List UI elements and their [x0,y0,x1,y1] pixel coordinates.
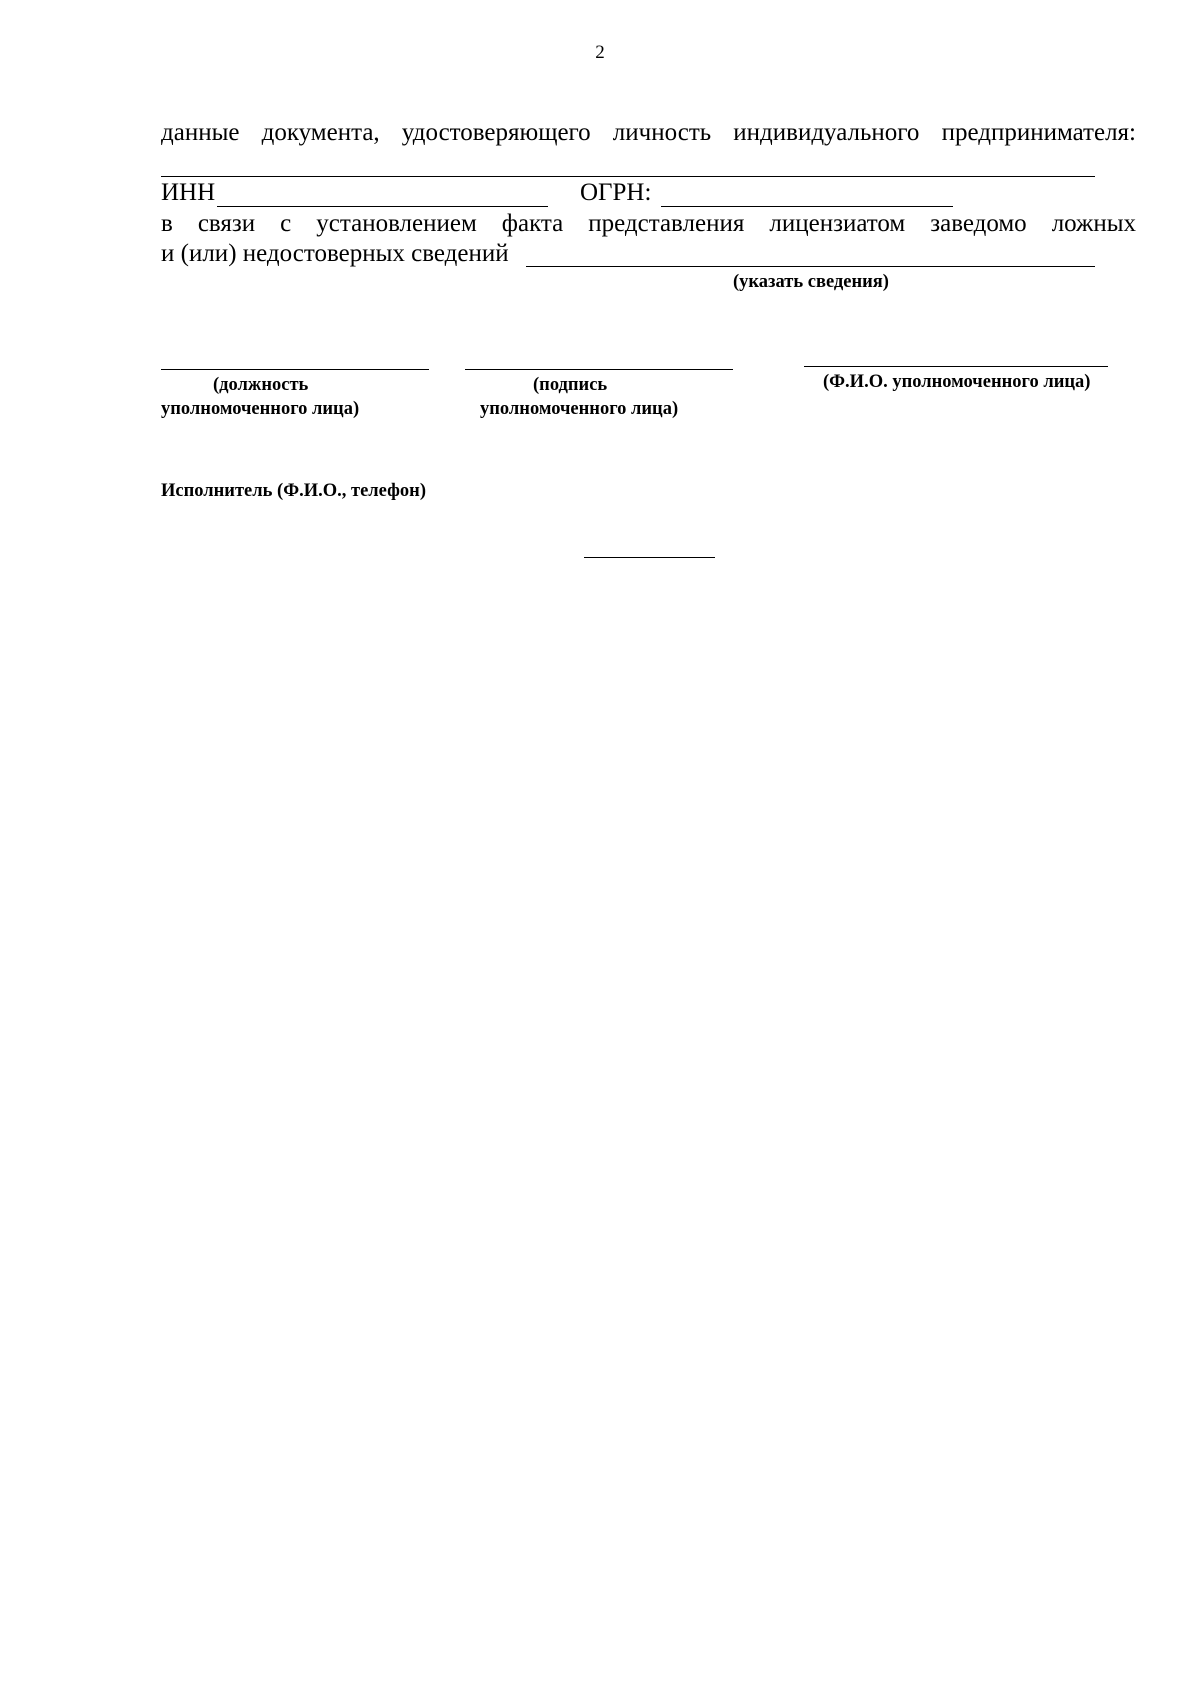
position-caption-line-1: (должность [213,375,309,395]
ogrn-label: ОГРН: [580,179,652,206]
executor-label: Исполнитель (Ф.И.О., телефон) [161,481,426,501]
signature-field-line[interactable] [465,369,733,370]
name-caption: (Ф.И.О. уполномоченного лица) [823,372,1091,392]
specify-hint: (указать сведения) [733,272,889,292]
inn-label: ИНН [161,179,216,206]
reason-field-line[interactable] [526,266,1095,267]
page-number: 2 [595,42,605,63]
end-separator-line [584,557,715,558]
ogrn-field-line[interactable] [661,206,953,207]
signature-caption-line-2: уполномоченного лица) [480,399,679,419]
position-field-line[interactable] [161,369,429,370]
position-caption-line-2: уполномоченного лица) [161,399,360,419]
name-field-line[interactable] [804,366,1108,367]
id-document-label: данные документа, удостоверяющего личность индивидуального предпринимателя: [161,119,1136,146]
inn-field-line[interactable] [217,206,548,207]
id-document-field-line[interactable] [161,176,1095,177]
reason-text-line-1: в связи с установлением факта представления лицензиатом заведомо ложных [161,210,1136,237]
reason-text-line-2: и (или) недостоверных сведений [161,240,509,267]
signature-caption-line-1: (подпись [533,375,608,395]
